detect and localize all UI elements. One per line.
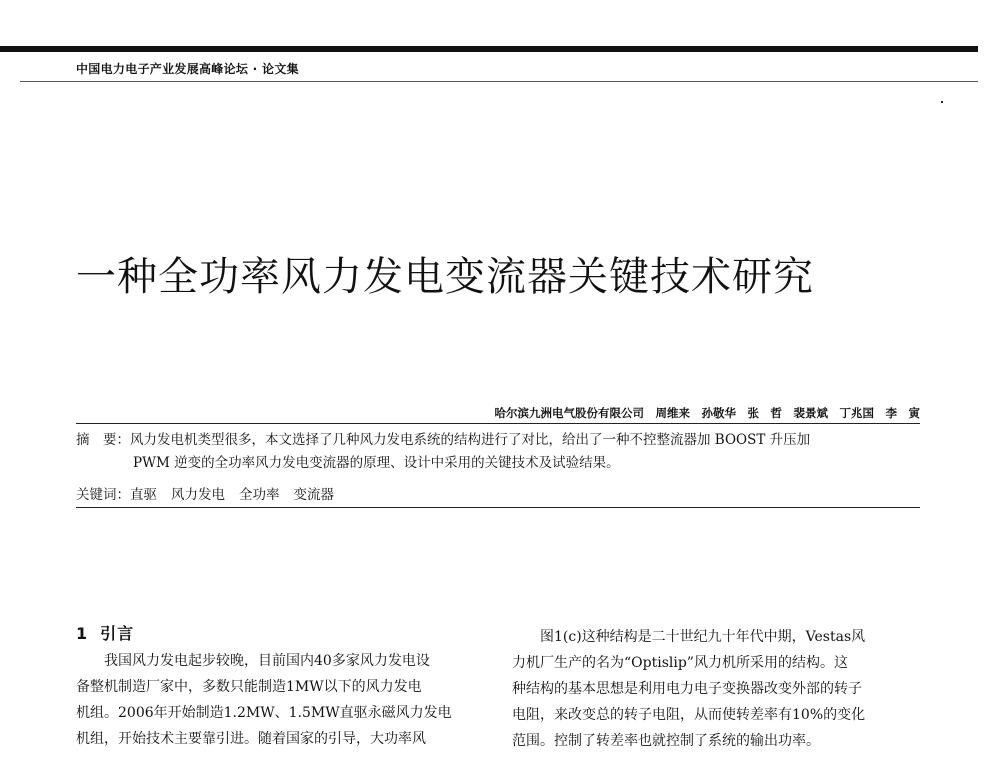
right-column bbox=[512, 620, 920, 754]
author-affiliation-line: 哈尔滨九洲电气股份有限公司 周维来 孙敬华 张 哲 裴景斌 丁兆国 李 寅 bbox=[494, 406, 920, 420]
abstract-top-rule bbox=[76, 423, 920, 424]
section-title: 引言 bbox=[100, 624, 135, 643]
body-line: 我国风力发电起步较晚，目前国内40多家风力发电设 bbox=[104, 653, 430, 669]
body-line: 力机厂生产的名为“Optislip”风力机所采用的结构。这 bbox=[512, 655, 848, 671]
body-line: 种结构的基本思想是利用电力电子变换器改变外部的转子 bbox=[512, 681, 862, 697]
abstract-block bbox=[76, 429, 920, 475]
keywords-bottom-rule bbox=[76, 507, 920, 508]
body-line: 电阻，来改变总的转子电阻，从而使转差率有10%的变化 bbox=[512, 707, 866, 723]
body-line: 备整机制造厂家中，多数只能制造1MW以下的风力发电 bbox=[76, 679, 422, 695]
keywords-label: 关键词： bbox=[76, 487, 130, 503]
body-line: 范围。控制了转差率也就控制了系统的输出功率。 bbox=[512, 733, 820, 749]
body-line: 图1(c)这种结构是二十世纪九十年代中期，Vestas风 bbox=[540, 629, 866, 645]
body-line: 机组，开始技术主要靠引进。随着国家的引导，大功率风 bbox=[76, 731, 426, 747]
keyword-item: 全功率 bbox=[239, 487, 280, 503]
running-header: 中国电力电子产业发展高峰论坛 · 论文集 bbox=[76, 62, 299, 76]
abstract-text-2: PWM 逆变的全功率风力发电变流器的原理、设计中采用的关键技术及试验结果。 bbox=[133, 455, 620, 471]
paper-title: 一种全功率风力发电变流器关键技术研究 bbox=[76, 254, 814, 300]
section-number: 1 bbox=[76, 624, 89, 643]
body-line: 机组。2006年开始制造1.2MW、1.5MW直驱永磁风力发电 bbox=[76, 705, 452, 721]
section-heading bbox=[76, 620, 482, 648]
header-thick-rule bbox=[0, 46, 978, 52]
header-thin-rule bbox=[20, 81, 978, 82]
keywords-line bbox=[76, 483, 348, 503]
keyword-item: 直驱 bbox=[130, 487, 157, 503]
left-column bbox=[76, 620, 482, 752]
abstract-label: 摘 要： bbox=[76, 432, 130, 448]
keyword-item: 风力发电 bbox=[171, 487, 225, 503]
abstract-line-1 bbox=[76, 429, 920, 452]
keyword-item: 变流器 bbox=[293, 487, 334, 503]
abstract-text-1: 风力发电机类型很多，本文选择了几种风力发电系统的结构进行了对比，给出了一种不控整流器加 BOOST 升压加 bbox=[130, 432, 811, 448]
scan-speck bbox=[941, 101, 943, 103]
